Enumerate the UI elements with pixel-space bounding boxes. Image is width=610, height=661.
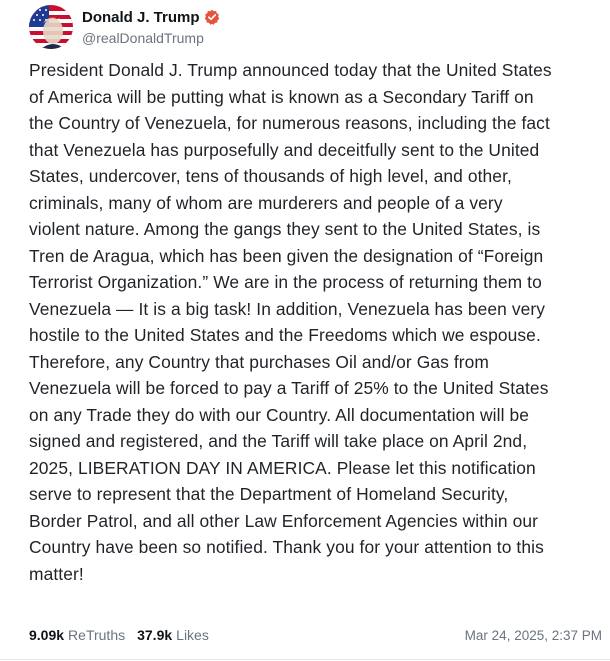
author-display-name[interactable]: Donald J. Trump: [82, 8, 200, 26]
likes-stat[interactable]: [137, 627, 209, 643]
author-names: [82, 6, 220, 48]
retruths-label: ReTruths: [68, 627, 126, 643]
flag-portrait-avatar-icon: [29, 5, 73, 49]
post-divider: [0, 659, 610, 660]
retruths-stat[interactable]: [29, 627, 125, 643]
avatar[interactable]: [29, 5, 73, 49]
post-header: [29, 5, 220, 49]
post-timestamp[interactable]: Mar 24, 2025, 2:37 PM: [464, 627, 602, 643]
likes-count: 37.9k: [137, 627, 173, 643]
post-body-text: President Donald J. Trump announced today that the United States of America will be putting what is known as a Secondary Tariff on the Country of Venezuela, for numerous reasons, including the fact that Venezuela has purposefully and deceitfully sent to the United States, undercover, tens of thousands of high level, and other, criminals, many of whom are murderers and people of a very violent nature. Among the gangs they sent to the United States, is Tren de Aragua, which has been given the designation of “Foreign Terrorist Organization.” We are in the process of returning them to Venezuela — It is a big task! In addition, Venezuela has been very hostile to the United States and the Freedoms which we espouse. Therefore, any Country that purchases Oil and/or Gas from Venezuela will be forced to pay a Tariff of 25% to the United States on any Trade they do with our Country. All documentation will be signed and registered, and the Tariff will take place on April 2nd, 2025, LIBERATION DAY IN AMERICA. Please let this notification serve to represent that the Department of Homeland Security, Border Patrol, and all other Law Enforcement Agencies within our Country have been so notified. Thank you for your attention to this matter!: [29, 60, 552, 584]
post-footer: [29, 624, 602, 646]
likes-label: Likes: [176, 627, 209, 643]
retruths-count: 9.09k: [29, 627, 65, 643]
author-handle[interactable]: @realDonaldTrump: [82, 30, 204, 46]
name-row: [82, 6, 220, 28]
verified-badge-icon: [204, 9, 220, 25]
